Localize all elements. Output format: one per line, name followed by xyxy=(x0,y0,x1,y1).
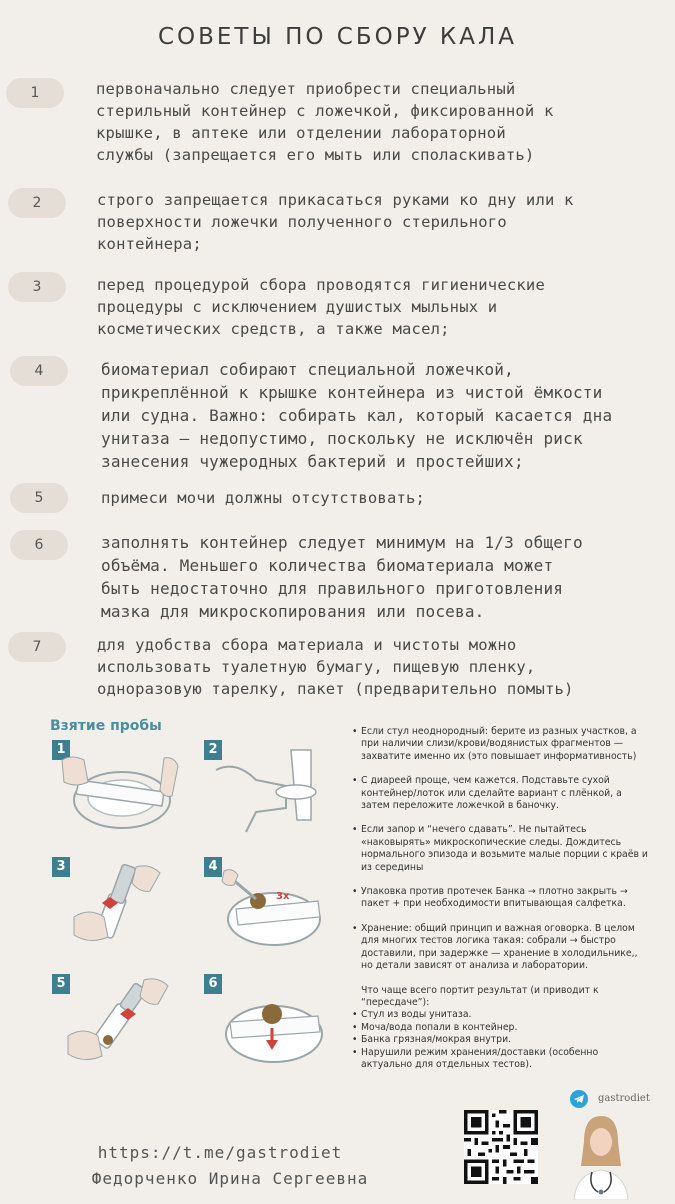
panel-number-badge: 3 xyxy=(52,857,70,877)
spoil-item: • Нарушили режим хранения/доставки (особенно актуально для отдельных тестов). xyxy=(352,1047,652,1072)
telegram-icon xyxy=(570,1090,588,1108)
qr-code[interactable] xyxy=(464,1110,538,1184)
sample-count-label: 3x xyxy=(276,891,290,902)
step-number-pill: 3 xyxy=(8,272,66,302)
step-text: строго запрещается прикасаться руками ко дну или к поверхности ложечки полученного стерильного контейнера; xyxy=(97,191,574,253)
illustration-panel-5 xyxy=(44,974,184,1069)
step-text: перед процедурой сбора проводятся гигиенические процедуры с исключением душистых мыльных и косметических средств, а также масел; xyxy=(97,276,545,338)
step-number-pill: 7 xyxy=(8,632,66,662)
step-text: заполнять контейнер следует минимум на 1/3 общего объёма. Меньшего количества биоматериала может быть недостаточно для правильного приготовления мазка для микроскопирования или посева. xyxy=(101,533,583,621)
panel-number-badge: 6 xyxy=(204,974,222,994)
author-name: Федорченко Ирина Сергеевна xyxy=(91,1169,369,1188)
author-photo xyxy=(570,1112,632,1200)
spoil-item: • Банка грязная/мокрая внутри. xyxy=(352,1034,652,1046)
spoon-sampling-drawing xyxy=(196,857,336,952)
telegram-link[interactable]: https://t.me/gastrodiet xyxy=(97,1143,343,1162)
spoil-item: • Стул из воды унитаза. xyxy=(352,1009,652,1021)
telegram-handle[interactable] xyxy=(570,1090,670,1110)
illustration-panel-2 xyxy=(196,740,336,835)
tip-item: • Упаковка против протечек Банка → плотно закрыть → пакет + при необходимости впитывающая салфетка. xyxy=(352,886,652,911)
tips-list xyxy=(352,726,652,1071)
telegram-handle-label: gastrodiet xyxy=(598,1093,650,1104)
qr-code-icon xyxy=(464,1110,538,1184)
illustration-panel-3 xyxy=(44,857,184,952)
spoil-intro: Что чаще всего портит результат (и приводит к “пересдаче”): xyxy=(361,984,599,1008)
tip-item: • Если запор и “нечего сдавать”. Не пытайтесь «наковырять» микроскопические следы. Дождитесь нормального эпизода и возьмите малые порции с краёв и из середины xyxy=(352,824,652,874)
person-sitting-drawing xyxy=(196,740,336,835)
tip-item: • Если стул неоднородный: берите из разных участков, а при наличии слизи/крови/водянистых фрагментов — захватите именно их (это повышает информативность) xyxy=(352,726,652,763)
step-number-pill: 1 xyxy=(6,78,64,108)
panel-number-badge: 1 xyxy=(52,740,70,760)
illustration-panel-1 xyxy=(44,740,184,835)
step-number-pill: 4 xyxy=(10,356,68,386)
step-text: примеси мочи должны отсутствовать; xyxy=(101,489,426,507)
open-container-drawing xyxy=(44,857,184,952)
step-text: первоначально следует приобрести специальный стерильный контейнер с ложечкой, фиксированной к крышке, в аптеке или отделении лабораторной службы (запрещается его мыть или споласкивать) xyxy=(96,80,554,164)
panel-number-badge: 4 xyxy=(204,857,222,877)
tip-item: • С диареей проще, чем кажется. Подставьте сухой контейнер/лоток или сделайте вариант с плёнкой, а затем переложите ложечкой в баночку. xyxy=(352,775,652,812)
page-title: СОВЕТЫ ПО СБОРУ КАЛА xyxy=(157,24,518,50)
panel-number-badge: 2 xyxy=(204,740,222,760)
step-number-pill: 2 xyxy=(8,188,66,218)
step-number-pill: 5 xyxy=(10,483,68,513)
illustration-panel-6 xyxy=(196,974,336,1069)
illustration-title: Взятие пробы xyxy=(50,718,162,734)
closing-container-drawing xyxy=(44,974,184,1069)
illustration-panel-4 xyxy=(196,857,336,952)
step-text: биоматериал собирают специальной ложечкой, прикреплённой к крышке контейнера из чистой ёмкости или судна. Важно: собирать кал, который касается дна унитаза — недопустимо, поскольку не исключён риск занесения чужеродных бактерий и простейших; xyxy=(101,360,613,471)
panel-number-badge: 5 xyxy=(52,974,70,994)
doctor-avatar-icon xyxy=(570,1112,632,1200)
flush-paper-drawing xyxy=(196,974,336,1069)
step-text: для удобства сбора материала и чистоты можно использовать туалетную бумагу, пищевую пленку, одноразовую тарелку, пакет (предварительно помыть) xyxy=(97,636,574,698)
tip-item: • Хранение: общий принцип и важная оговорка. В целом для многих тестов логика такая: собрали → быстро доставили, при задержке — хранение в холодильнике,, но детали зависят от анализа и лаборатории. xyxy=(352,923,652,973)
spoil-item: • Моча/вода попали в контейнер. xyxy=(352,1022,652,1034)
step-number-pill: 6 xyxy=(10,530,68,560)
toilet-paper-drawing xyxy=(44,740,184,835)
sampling-illustration xyxy=(44,716,344,1091)
